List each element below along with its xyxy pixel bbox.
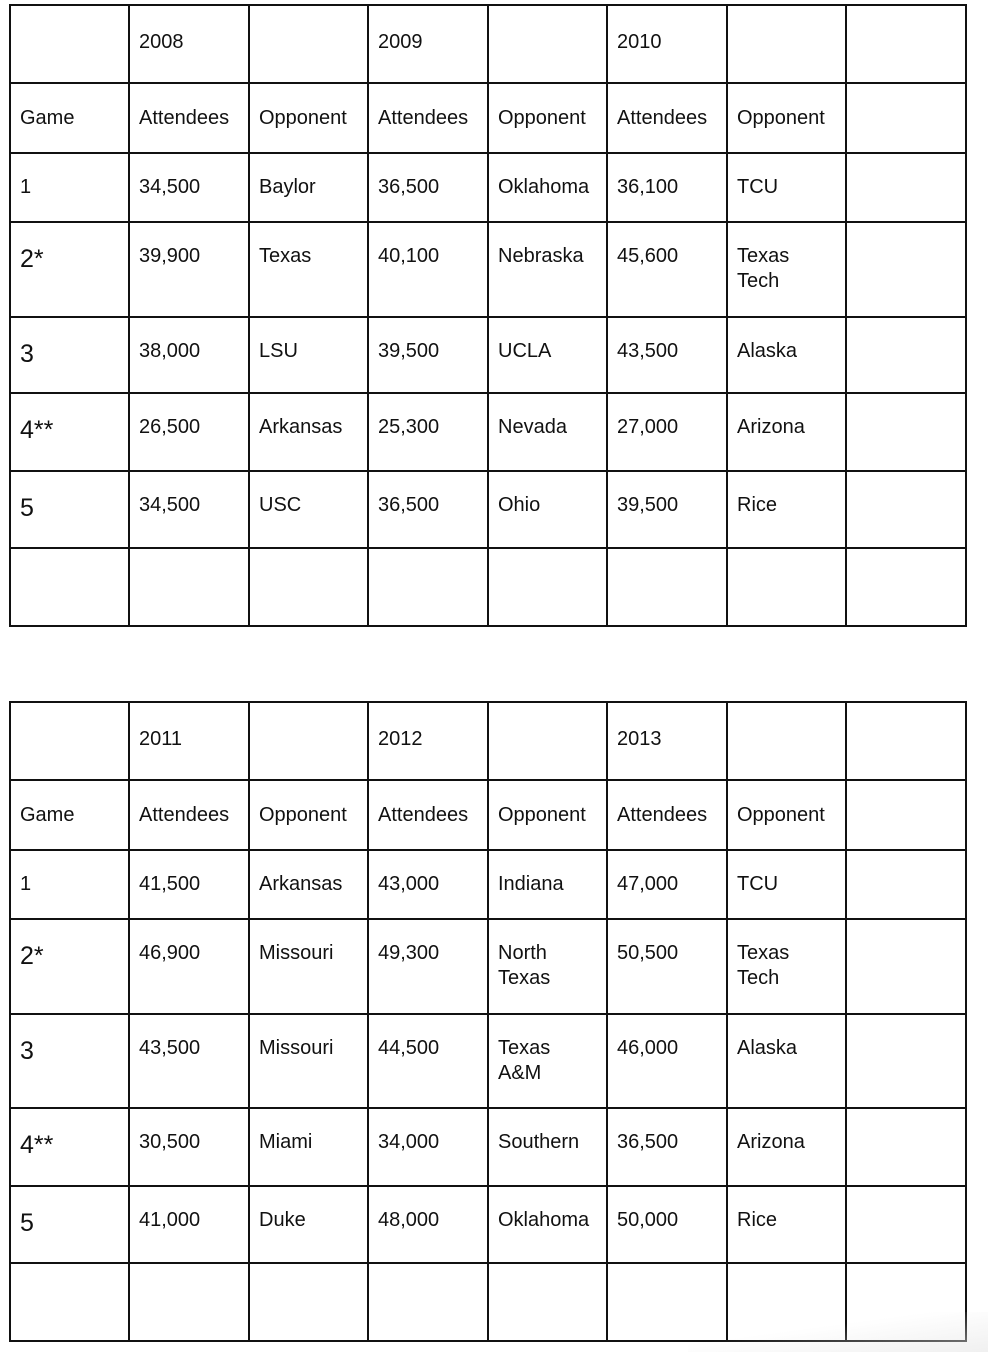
table-cell <box>846 222 966 317</box>
attendees-cell: 34,500 <box>129 153 249 222</box>
table-cell <box>368 1263 488 1341</box>
game-number-cell <box>10 1014 129 1108</box>
table-cell <box>727 1263 846 1341</box>
year-cell <box>249 702 368 780</box>
opponent-cell: TCU <box>727 850 846 919</box>
opponent-cell: Arkansas <box>249 393 368 471</box>
opponent-cell: Arkansas <box>249 850 368 919</box>
year-cell: 2008 <box>129 5 249 83</box>
table-cell <box>846 1263 966 1341</box>
attendees-cell: 48,000 <box>368 1186 488 1263</box>
year-cell: 2009 <box>368 5 488 83</box>
header-cell: Attendees <box>129 83 249 153</box>
table-row <box>10 1108 966 1186</box>
attendees-cell: 27,000 <box>607 393 727 471</box>
game-number: 3 <box>20 1037 34 1065</box>
opponent-cell: USC <box>249 471 368 548</box>
game-number: 5 <box>20 1209 34 1237</box>
opponent-cell: Indiana <box>488 850 607 919</box>
table-cell <box>249 1263 368 1341</box>
game-number: 5 <box>20 494 34 522</box>
opponent-cell: Miami <box>249 1108 368 1186</box>
attendees-cell: 36,100 <box>607 153 727 222</box>
header-row <box>10 780 966 850</box>
header-cell: Opponent <box>727 780 846 850</box>
attendees-cell: 36,500 <box>368 153 488 222</box>
table-cell <box>368 548 488 626</box>
attendees-cell: 41,000 <box>129 1186 249 1263</box>
opponent-cell: UCLA <box>488 317 607 393</box>
opponent-cell: Nevada <box>488 393 607 471</box>
year-cell <box>846 5 966 83</box>
attendees-cell: 44,500 <box>368 1014 488 1108</box>
attendees-cell: 41,500 <box>129 850 249 919</box>
header-cell: Attendees <box>129 780 249 850</box>
table-row <box>10 919 966 1014</box>
header-cell: Attendees <box>368 780 488 850</box>
attendees-cell: 39,500 <box>607 471 727 548</box>
attendees-cell: 43,000 <box>368 850 488 919</box>
year-cell: 2013 <box>607 702 727 780</box>
attendees-cell: 40,100 <box>368 222 488 317</box>
header-cell <box>846 83 966 153</box>
attendance-table-2011-2013 <box>9 701 967 1342</box>
table-row <box>10 153 966 222</box>
year-cell <box>727 702 846 780</box>
opponent-cell: Oklahoma <box>488 153 607 222</box>
opponent-cell: Arizona <box>727 393 846 471</box>
attendees-cell: 49,300 <box>368 919 488 1014</box>
header-cell <box>846 780 966 850</box>
table-cell <box>846 919 966 1014</box>
opponent-cell: Duke <box>249 1186 368 1263</box>
attendees-cell: 46,900 <box>129 919 249 1014</box>
table-cell <box>488 1263 607 1341</box>
table-cell <box>249 548 368 626</box>
opponent-cell: Nebraska <box>488 222 607 317</box>
game-number: 4** <box>20 1131 54 1159</box>
opponent-cell: Texas Tech <box>727 222 846 317</box>
table-cell <box>10 1263 129 1341</box>
year-cell: 2012 <box>368 702 488 780</box>
table-cell <box>129 548 249 626</box>
opponent-cell: Southern <box>488 1108 607 1186</box>
year-row <box>10 702 966 780</box>
opponent-cell: TCU <box>727 153 846 222</box>
attendees-cell: 38,000 <box>129 317 249 393</box>
opponent-cell: Oklahoma <box>488 1186 607 1263</box>
header-cell: Opponent <box>488 83 607 153</box>
table-row <box>10 1186 966 1263</box>
opponent-cell: Missouri <box>249 919 368 1014</box>
game-number-cell <box>10 393 129 471</box>
opponent-cell: Arizona <box>727 1108 846 1186</box>
table-cell <box>846 1186 966 1263</box>
opponent-cell: Rice <box>727 1186 846 1263</box>
year-cell: 2011 <box>129 702 249 780</box>
attendees-cell: 50,500 <box>607 919 727 1014</box>
opponent-cell: North Texas <box>488 919 607 1014</box>
table-cell <box>488 548 607 626</box>
table-cell <box>727 548 846 626</box>
table-row <box>10 471 966 548</box>
header-row <box>10 83 966 153</box>
table-cell <box>846 548 966 626</box>
header-cell: Game <box>10 83 129 153</box>
game-number: 2* <box>20 942 44 970</box>
game-number-cell <box>10 850 129 919</box>
game-number-cell <box>10 222 129 317</box>
table-cell <box>846 317 966 393</box>
header-cell: Game <box>10 780 129 850</box>
year-cell <box>249 5 368 83</box>
header-cell: Opponent <box>249 83 368 153</box>
game-number: 2* <box>20 245 44 273</box>
header-cell: Opponent <box>488 780 607 850</box>
attendees-cell: 47,000 <box>607 850 727 919</box>
table-cell <box>846 393 966 471</box>
header-cell: Attendees <box>368 83 488 153</box>
year-cell <box>488 702 607 780</box>
attendees-cell: 50,000 <box>607 1186 727 1263</box>
opponent-cell: Rice <box>727 471 846 548</box>
header-cell: Opponent <box>249 780 368 850</box>
table-row <box>10 548 966 626</box>
opponent-cell: Texas A&M <box>488 1014 607 1108</box>
table-cell <box>607 548 727 626</box>
attendance-table-2008-2010 <box>9 4 967 627</box>
table-cell <box>846 471 966 548</box>
attendees-cell: 34,500 <box>129 471 249 548</box>
attendees-cell: 26,500 <box>129 393 249 471</box>
opponent-cell: Alaska <box>727 317 846 393</box>
table-row <box>10 850 966 919</box>
header-cell: Opponent <box>727 83 846 153</box>
year-cell <box>846 702 966 780</box>
opponent-cell: Baylor <box>249 153 368 222</box>
attendees-cell: 36,500 <box>607 1108 727 1186</box>
game-number-cell <box>10 317 129 393</box>
table-cell <box>846 1014 966 1108</box>
opponent-cell: Texas <box>249 222 368 317</box>
header-cell: Attendees <box>607 780 727 850</box>
opponent-cell: Alaska <box>727 1014 846 1108</box>
attendees-cell: 36,500 <box>368 471 488 548</box>
opponent-cell: Missouri <box>249 1014 368 1108</box>
table-row <box>10 317 966 393</box>
table-cell <box>846 153 966 222</box>
table-cell <box>607 1263 727 1341</box>
table-cell <box>129 1263 249 1341</box>
opponent-cell: Ohio <box>488 471 607 548</box>
opponent-cell: LSU <box>249 317 368 393</box>
game-number-cell <box>10 1186 129 1263</box>
table-row <box>10 1263 966 1341</box>
attendees-cell: 43,500 <box>607 317 727 393</box>
year-row <box>10 5 966 83</box>
opponent-cell: Texas Tech <box>727 919 846 1014</box>
game-number-cell <box>10 1108 129 1186</box>
attendees-cell: 46,000 <box>607 1014 727 1108</box>
table-row <box>10 393 966 471</box>
game-number-cell <box>10 919 129 1014</box>
game-number: 3 <box>20 340 34 368</box>
attendees-cell: 34,000 <box>368 1108 488 1186</box>
table-cell <box>10 702 129 780</box>
game-number: 1 <box>20 176 32 198</box>
game-number-cell <box>10 153 129 222</box>
table-row <box>10 222 966 317</box>
attendees-cell: 30,500 <box>129 1108 249 1186</box>
game-number: 4** <box>20 416 54 444</box>
game-number: 1 <box>20 873 32 895</box>
attendees-cell: 43,500 <box>129 1014 249 1108</box>
attendees-cell: 39,500 <box>368 317 488 393</box>
header-cell: Attendees <box>607 83 727 153</box>
game-number-cell <box>10 471 129 548</box>
table-cell <box>10 548 129 626</box>
attendees-cell: 25,300 <box>368 393 488 471</box>
table-cell <box>10 5 129 83</box>
attendees-cell: 45,600 <box>607 222 727 317</box>
year-cell: 2010 <box>607 5 727 83</box>
table-cell <box>846 1108 966 1186</box>
table-cell <box>846 850 966 919</box>
table-row <box>10 1014 966 1108</box>
year-cell <box>488 5 607 83</box>
year-cell <box>727 5 846 83</box>
attendees-cell: 39,900 <box>129 222 249 317</box>
